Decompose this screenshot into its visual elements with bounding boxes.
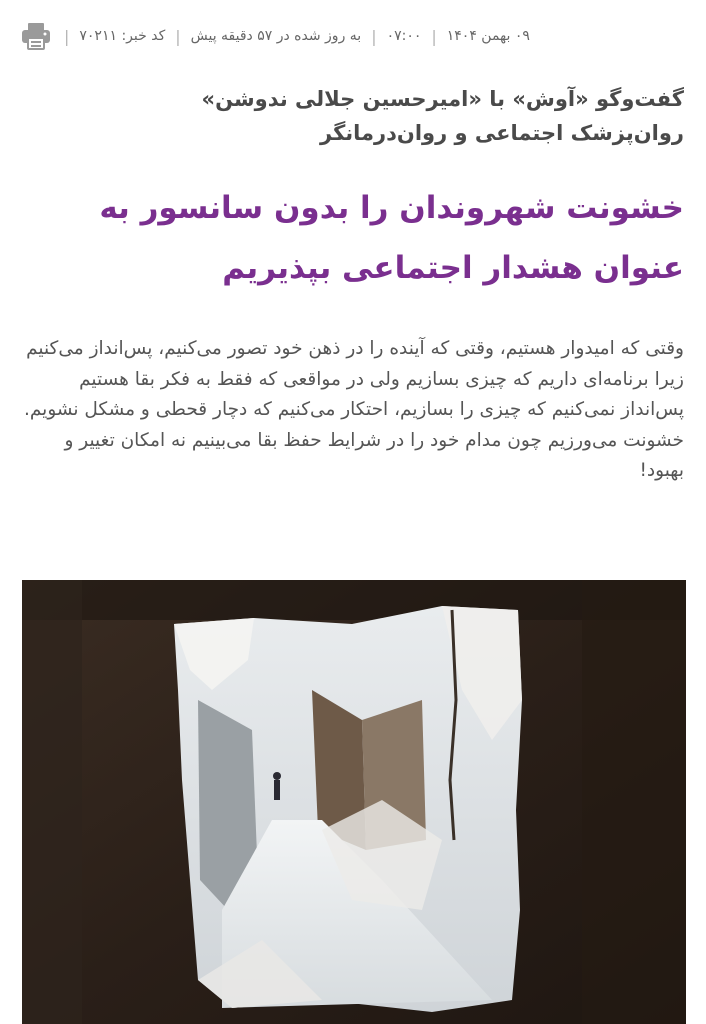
updated-ago: به روز شده در ۵۷ دقیقه پیش [190, 28, 362, 44]
kicker-line-2: روان‌پزشک اجتماعی و روان‌درمانگر [320, 121, 684, 145]
meta-divider: | [431, 26, 437, 46]
meta-row [18, 20, 530, 52]
headline-line-1: خشونت شهروندان را بدون سانسور به [99, 190, 684, 226]
lead-paragraph-2: خشونت می‌ورزیم چون مدام خود را در شرایط حفظ بقا می‌بینیم نه امکان تغییر و بهبود! [64, 429, 684, 481]
meta-divider: | [371, 26, 377, 46]
kicker-line-1: گفت‌وگو «آوش» با «امیرحسین جلالی ندوشن» [201, 87, 684, 111]
publish-time: ۰۷:۰۰ [386, 28, 422, 44]
meta-divider: | [64, 26, 70, 46]
article-lead [22, 334, 684, 487]
publish-date: ۰۹ بهمن ۱۴۰۴ [446, 28, 530, 44]
print-button[interactable] [18, 20, 54, 52]
article-photo[interactable] [22, 580, 686, 1024]
lead-paragraph-1: وقتی که امیدوار هستیم، وقتی که آینده را در ذهن خود تصور می‌کنیم، پس‌انداز می‌کنیم زیرا برنامه‌ای داریم که چیزی بسازیم ولی در مواقعی که فقط به فکر بقا هستیم پس‌انداز نمی‌کنیم که چیزی را بسازیم، احتکار می‌کنیم که دچار قحطی و مشکل نشویم. [23, 338, 684, 420]
headline-line-2: عنوان هشدار اجتماعی بپذیریم [222, 250, 684, 286]
meta-divider: | [175, 26, 181, 46]
news-code: کد خبر: ۷۰۲۱۱ [79, 28, 166, 44]
snowy-alley-through-torn-window-image [22, 580, 686, 1024]
article-meta-bar [18, 14, 684, 58]
printer-icon [20, 21, 52, 51]
article-headline [24, 178, 684, 298]
article-kicker [24, 82, 684, 150]
